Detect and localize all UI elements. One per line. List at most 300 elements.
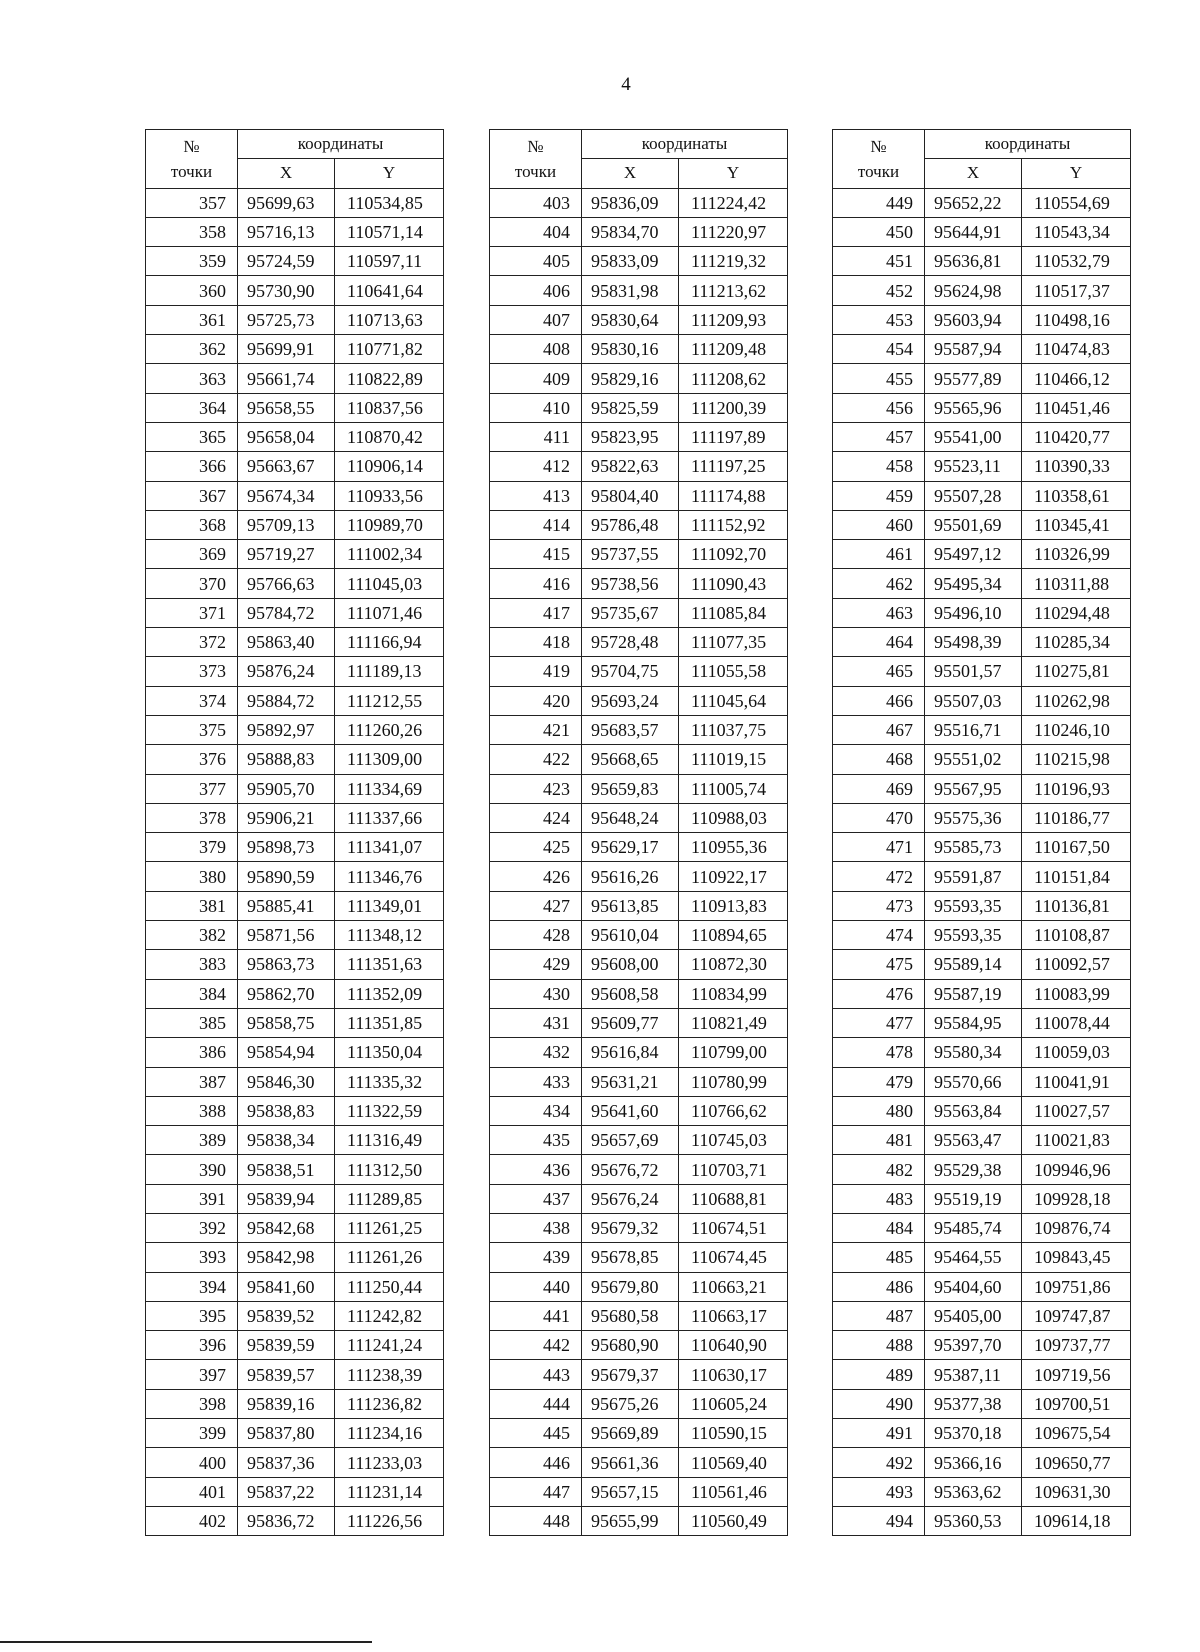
- point-number-cell: 425: [490, 833, 582, 862]
- point-number-cell: 493: [833, 1477, 925, 1506]
- y-coordinate-cell: 111085,84: [679, 598, 788, 627]
- table-row: [146, 452, 444, 481]
- y-coordinate-cell: 111045,64: [679, 686, 788, 715]
- y-coordinate-cell: 110630,17: [679, 1360, 788, 1389]
- table-row: [490, 715, 788, 744]
- x-coordinate-cell: 95563,84: [925, 1096, 1022, 1125]
- y-coordinate-cell: 111226,56: [335, 1506, 444, 1535]
- x-coordinate-cell: 95404,60: [925, 1272, 1022, 1301]
- point-number-cell: 395: [146, 1301, 238, 1330]
- point-number-cell: 490: [833, 1389, 925, 1418]
- x-coordinate-cell: 95585,73: [925, 833, 1022, 862]
- y-coordinate-cell: 110837,56: [335, 393, 444, 422]
- x-coordinate-cell: 95616,84: [582, 1038, 679, 1067]
- point-number-cell: 408: [490, 335, 582, 364]
- y-coordinate-cell: 110078,44: [1022, 1008, 1131, 1037]
- x-coordinate-cell: 95825,59: [582, 393, 679, 422]
- x-coordinate-cell: 95591,87: [925, 862, 1022, 891]
- point-number-cell: 419: [490, 657, 582, 686]
- y-coordinate-cell: 111341,07: [335, 833, 444, 862]
- y-coordinate-cell: 110532,79: [1022, 247, 1131, 276]
- point-number-cell: 453: [833, 305, 925, 334]
- table-row: [833, 364, 1131, 393]
- point-number-cell: 386: [146, 1038, 238, 1067]
- y-coordinate-cell: 111189,13: [335, 657, 444, 686]
- x-coordinate-cell: 95593,35: [925, 921, 1022, 950]
- y-coordinate-cell: 110703,71: [679, 1155, 788, 1184]
- point-number-cell: 480: [833, 1096, 925, 1125]
- point-number-cell: 457: [833, 422, 925, 451]
- y-coordinate-cell: 109928,18: [1022, 1184, 1131, 1213]
- table-row: [490, 452, 788, 481]
- y-coordinate-cell: 109719,56: [1022, 1360, 1131, 1389]
- table-row: [833, 979, 1131, 1008]
- x-coordinate-cell: 95507,28: [925, 481, 1022, 510]
- table-row: [833, 628, 1131, 657]
- point-number-cell: 447: [490, 1477, 582, 1506]
- point-number-cell: 421: [490, 715, 582, 744]
- y-coordinate-cell: 111260,26: [335, 715, 444, 744]
- point-number-cell: 413: [490, 481, 582, 510]
- y-coordinate-cell: 110466,12: [1022, 364, 1131, 393]
- table-row: [833, 1096, 1131, 1125]
- table-row: [833, 540, 1131, 569]
- y-coordinate-cell: 110543,34: [1022, 217, 1131, 246]
- y-coordinate-cell: 111037,75: [679, 715, 788, 744]
- y-coordinate-cell: 110988,03: [679, 803, 788, 832]
- point-number-cell: 371: [146, 598, 238, 627]
- x-coordinate-cell: 95683,57: [582, 715, 679, 744]
- point-number-cell: 399: [146, 1419, 238, 1448]
- x-coordinate-cell: 95839,57: [238, 1360, 335, 1389]
- point-number-cell: 366: [146, 452, 238, 481]
- coordinates-header: координаты: [925, 130, 1131, 159]
- x-coordinate-cell: 95644,91: [925, 217, 1022, 246]
- x-coordinate-cell: 95659,83: [582, 774, 679, 803]
- point-number-cell: 467: [833, 715, 925, 744]
- point-number-cell: 402: [146, 1506, 238, 1535]
- point-number-cell: 392: [146, 1213, 238, 1242]
- point-number-cell: 375: [146, 715, 238, 744]
- point-number-cell: 477: [833, 1008, 925, 1037]
- point-number-cell: 445: [490, 1419, 582, 1448]
- y-coordinate-cell: 110498,16: [1022, 305, 1131, 334]
- table-row: [833, 1243, 1131, 1272]
- x-coordinate-cell: 95464,55: [925, 1243, 1022, 1272]
- point-number-cell: 403: [490, 188, 582, 217]
- table-row: [490, 1184, 788, 1213]
- x-coordinate-cell: 95674,34: [238, 481, 335, 510]
- y-coordinate-cell: 111337,66: [335, 803, 444, 832]
- table-row: [146, 540, 444, 569]
- y-coordinate-cell: 111261,25: [335, 1213, 444, 1242]
- table-row: [833, 598, 1131, 627]
- point-number-cell: 361: [146, 305, 238, 334]
- x-coordinate-cell: 95786,48: [582, 510, 679, 539]
- x-coordinate-cell: 95551,02: [925, 745, 1022, 774]
- x-coordinate-cell: 95589,14: [925, 950, 1022, 979]
- y-coordinate-cell: 111352,09: [335, 979, 444, 1008]
- point-number-cell: 397: [146, 1360, 238, 1389]
- x-coordinate-cell: 95501,57: [925, 657, 1022, 686]
- point-number-cell: 379: [146, 833, 238, 862]
- point-number-header: [833, 130, 925, 189]
- point-number-cell: 406: [490, 276, 582, 305]
- y-coordinate-cell: 111152,92: [679, 510, 788, 539]
- table-row: [490, 1506, 788, 1535]
- y-coordinate-cell: 111092,70: [679, 540, 788, 569]
- y-coordinate-cell: 111350,04: [335, 1038, 444, 1067]
- table-row: [146, 188, 444, 217]
- point-number-cell: 394: [146, 1272, 238, 1301]
- table-row: [833, 569, 1131, 598]
- table-row: [490, 364, 788, 393]
- point-number-cell: 385: [146, 1008, 238, 1037]
- table-row: [490, 1301, 788, 1330]
- table-row: [490, 1126, 788, 1155]
- table-row: [490, 1067, 788, 1096]
- table-row: [833, 657, 1131, 686]
- x-coordinate-cell: 95766,63: [238, 569, 335, 598]
- table-row: [490, 1213, 788, 1242]
- x-coordinate-cell: 95823,95: [582, 422, 679, 451]
- y-coordinate-cell: 111045,03: [335, 569, 444, 598]
- y-coordinate-cell: 111077,35: [679, 628, 788, 657]
- y-coordinate-cell: 110894,65: [679, 921, 788, 950]
- x-coordinate-cell: 95658,55: [238, 393, 335, 422]
- x-coordinate-cell: 95678,85: [582, 1243, 679, 1272]
- y-header: Y: [679, 159, 788, 188]
- x-coordinate-cell: 95387,11: [925, 1360, 1022, 1389]
- x-coordinate-cell: 95370,18: [925, 1419, 1022, 1448]
- y-coordinate-cell: 110345,41: [1022, 510, 1131, 539]
- point-number-cell: 376: [146, 745, 238, 774]
- point-number-cell: 476: [833, 979, 925, 1008]
- x-coordinate-cell: 95839,16: [238, 1389, 335, 1418]
- y-coordinate-cell: 110766,62: [679, 1096, 788, 1125]
- table-row: [490, 247, 788, 276]
- point-number-cell: 414: [490, 510, 582, 539]
- y-coordinate-cell: 109946,96: [1022, 1155, 1131, 1184]
- y-coordinate-cell: 110108,87: [1022, 921, 1131, 950]
- x-coordinate-cell: 95863,73: [238, 950, 335, 979]
- y-coordinate-cell: 111174,88: [679, 481, 788, 510]
- x-coordinate-cell: 95725,73: [238, 305, 335, 334]
- coordinates-table-1: [145, 129, 444, 1536]
- point-number-cell: 388: [146, 1096, 238, 1125]
- x-coordinate-cell: 95839,94: [238, 1184, 335, 1213]
- x-coordinate-cell: 95804,40: [582, 481, 679, 510]
- table-row: [146, 715, 444, 744]
- table-row: [146, 1126, 444, 1155]
- y-coordinate-cell: 111250,44: [335, 1272, 444, 1301]
- x-coordinate-cell: 95890,59: [238, 862, 335, 891]
- x-coordinate-cell: 95838,83: [238, 1096, 335, 1125]
- y-coordinate-cell: 110041,91: [1022, 1067, 1131, 1096]
- table-row: [146, 774, 444, 803]
- point-number-cell: 439: [490, 1243, 582, 1272]
- y-coordinate-cell: 110569,40: [679, 1448, 788, 1477]
- table-row: [833, 1389, 1131, 1418]
- point-number-cell: 393: [146, 1243, 238, 1272]
- point-number-header: [490, 130, 582, 189]
- x-coordinate-cell: 95842,98: [238, 1243, 335, 1272]
- point-number-cell: 426: [490, 862, 582, 891]
- point-number-cell: 372: [146, 628, 238, 657]
- point-number-cell: 450: [833, 217, 925, 246]
- table-row: [833, 950, 1131, 979]
- y-coordinate-cell: 111231,14: [335, 1477, 444, 1506]
- point-number-cell: 482: [833, 1155, 925, 1184]
- table-row: [146, 247, 444, 276]
- point-number-cell: 382: [146, 921, 238, 950]
- x-coordinate-cell: 95862,70: [238, 979, 335, 1008]
- x-coordinate-cell: 95716,13: [238, 217, 335, 246]
- table-row: [146, 1301, 444, 1330]
- table-row: [833, 393, 1131, 422]
- point-number-cell: 458: [833, 452, 925, 481]
- table-row: [833, 1038, 1131, 1067]
- table-row: [146, 1389, 444, 1418]
- point-number-cell: 404: [490, 217, 582, 246]
- x-coordinate-cell: 95498,39: [925, 628, 1022, 657]
- x-coordinate-cell: 95577,89: [925, 364, 1022, 393]
- y-coordinate-cell: 111213,62: [679, 276, 788, 305]
- point-number-cell: 357: [146, 188, 238, 217]
- y-coordinate-cell: 110285,34: [1022, 628, 1131, 657]
- coordinates-header: координаты: [582, 130, 788, 159]
- table-row: [833, 1301, 1131, 1330]
- x-coordinate-cell: 95693,24: [582, 686, 679, 715]
- y-coordinate-cell: 110186,77: [1022, 803, 1131, 832]
- point-number-cell: 462: [833, 569, 925, 598]
- point-number-cell: 448: [490, 1506, 582, 1535]
- y-coordinate-cell: 111090,43: [679, 569, 788, 598]
- table-row: [490, 774, 788, 803]
- x-coordinate-cell: 95570,66: [925, 1067, 1022, 1096]
- x-coordinate-cell: 95652,22: [925, 188, 1022, 217]
- x-coordinate-cell: 95839,52: [238, 1301, 335, 1330]
- y-coordinate-cell: 110771,82: [335, 335, 444, 364]
- table-row: [490, 1272, 788, 1301]
- table-row: [833, 1184, 1131, 1213]
- point-number-cell: 390: [146, 1155, 238, 1184]
- x-coordinate-cell: 95830,64: [582, 305, 679, 334]
- x-coordinate-cell: 95829,16: [582, 364, 679, 393]
- x-coordinate-cell: 95587,19: [925, 979, 1022, 1008]
- x-coordinate-cell: 95584,95: [925, 1008, 1022, 1037]
- table-row: [146, 422, 444, 451]
- point-number-cell: 427: [490, 891, 582, 920]
- point-number-cell: 369: [146, 540, 238, 569]
- table-row: [490, 1243, 788, 1272]
- x-header: X: [925, 159, 1022, 188]
- point-number-cell: 417: [490, 598, 582, 627]
- x-coordinate-cell: 95565,96: [925, 393, 1022, 422]
- y-coordinate-cell: 110027,57: [1022, 1096, 1131, 1125]
- y-coordinate-cell: 110674,51: [679, 1213, 788, 1242]
- point-number-cell: 429: [490, 950, 582, 979]
- point-number-cell: 465: [833, 657, 925, 686]
- x-coordinate-cell: 95885,41: [238, 891, 335, 920]
- point-number-cell: 415: [490, 540, 582, 569]
- y-coordinate-cell: 110561,46: [679, 1477, 788, 1506]
- table-row: [490, 569, 788, 598]
- point-number-cell: 469: [833, 774, 925, 803]
- point-number-cell: 466: [833, 686, 925, 715]
- table-row: [833, 1448, 1131, 1477]
- y-coordinate-cell: 111197,89: [679, 422, 788, 451]
- table-row: [490, 393, 788, 422]
- y-coordinate-cell: 111351,85: [335, 1008, 444, 1037]
- point-number-cell: 430: [490, 979, 582, 1008]
- y-coordinate-cell: 110326,99: [1022, 540, 1131, 569]
- table-row: [833, 188, 1131, 217]
- coordinates-header: координаты: [238, 130, 444, 159]
- x-coordinate-cell: 95603,94: [925, 305, 1022, 334]
- table-row: [146, 1155, 444, 1184]
- table-row: [490, 979, 788, 1008]
- table-row: [833, 217, 1131, 246]
- y-coordinate-cell: 110474,83: [1022, 335, 1131, 364]
- table-row: [490, 1096, 788, 1125]
- x-coordinate-cell: 95516,71: [925, 715, 1022, 744]
- table-row: [490, 422, 788, 451]
- x-coordinate-cell: 95836,72: [238, 1506, 335, 1535]
- y-coordinate-cell: 111261,26: [335, 1243, 444, 1272]
- y-coordinate-cell: 109737,77: [1022, 1331, 1131, 1360]
- x-coordinate-cell: 95507,03: [925, 686, 1022, 715]
- y-coordinate-cell: 110713,63: [335, 305, 444, 334]
- y-coordinate-cell: 110021,83: [1022, 1126, 1131, 1155]
- y-coordinate-cell: 111238,39: [335, 1360, 444, 1389]
- x-coordinate-cell: 95863,40: [238, 628, 335, 657]
- table-row: [490, 628, 788, 657]
- point-number-cell: 483: [833, 1184, 925, 1213]
- point-number-cell: 367: [146, 481, 238, 510]
- table-row: [833, 335, 1131, 364]
- table-row: [490, 950, 788, 979]
- y-coordinate-cell: 110571,14: [335, 217, 444, 246]
- page-number: 4: [621, 74, 631, 95]
- x-coordinate-cell: 95738,56: [582, 569, 679, 598]
- x-coordinate-cell: 95709,13: [238, 510, 335, 539]
- x-coordinate-cell: 95846,30: [238, 1067, 335, 1096]
- x-coordinate-cell: 95892,97: [238, 715, 335, 744]
- table-row: [146, 862, 444, 891]
- table-row: [833, 1272, 1131, 1301]
- table-row: [833, 803, 1131, 832]
- y-coordinate-cell: 110906,14: [335, 452, 444, 481]
- y-coordinate-cell: 109631,30: [1022, 1477, 1131, 1506]
- table-row: [146, 1243, 444, 1272]
- y-coordinate-cell: 111212,55: [335, 686, 444, 715]
- x-coordinate-cell: 95680,90: [582, 1331, 679, 1360]
- y-coordinate-cell: 110872,30: [679, 950, 788, 979]
- point-number-cell: 401: [146, 1477, 238, 1506]
- table-row: [146, 1272, 444, 1301]
- point-number-cell: 384: [146, 979, 238, 1008]
- x-coordinate-cell: 95679,32: [582, 1213, 679, 1242]
- point-number-cell: 358: [146, 217, 238, 246]
- point-number-cell: 370: [146, 569, 238, 598]
- y-coordinate-cell: 111224,42: [679, 188, 788, 217]
- x-coordinate-cell: 95377,38: [925, 1389, 1022, 1418]
- table-row: [833, 774, 1131, 803]
- table-row: [146, 950, 444, 979]
- y-coordinate-cell: 110870,42: [335, 422, 444, 451]
- table-row: [146, 686, 444, 715]
- y-coordinate-cell: 110059,03: [1022, 1038, 1131, 1067]
- x-coordinate-cell: 95724,59: [238, 247, 335, 276]
- x-coordinate-cell: 95608,00: [582, 950, 679, 979]
- y-coordinate-cell: 110799,00: [679, 1038, 788, 1067]
- table-row: [146, 1477, 444, 1506]
- x-coordinate-cell: 95658,04: [238, 422, 335, 451]
- point-number-cell: 449: [833, 188, 925, 217]
- table-row: [833, 481, 1131, 510]
- table-row: [146, 745, 444, 774]
- table-row: [146, 833, 444, 862]
- table-row: [833, 921, 1131, 950]
- point-number-cell: 461: [833, 540, 925, 569]
- x-coordinate-cell: 95405,00: [925, 1301, 1022, 1330]
- x-coordinate-cell: 95648,24: [582, 803, 679, 832]
- table-row: [490, 891, 788, 920]
- y-coordinate-cell: 110560,49: [679, 1506, 788, 1535]
- y-coordinate-cell: 110215,98: [1022, 745, 1131, 774]
- table-row: [490, 833, 788, 862]
- point-number-cell: 485: [833, 1243, 925, 1272]
- y-coordinate-cell: 111166,94: [335, 628, 444, 657]
- x-coordinate-cell: 95898,73: [238, 833, 335, 862]
- point-number-cell: 475: [833, 950, 925, 979]
- x-coordinate-cell: 95661,36: [582, 1448, 679, 1477]
- x-coordinate-cell: 95675,26: [582, 1389, 679, 1418]
- table-row: [146, 569, 444, 598]
- point-number-cell: 446: [490, 1448, 582, 1477]
- table-row: [146, 628, 444, 657]
- x-coordinate-cell: 95830,16: [582, 335, 679, 364]
- table-row: [833, 1419, 1131, 1448]
- point-number-cell: 473: [833, 891, 925, 920]
- table-row: [490, 1419, 788, 1448]
- table-row: [146, 1213, 444, 1242]
- x-coordinate-cell: 95876,24: [238, 657, 335, 686]
- point-number-cell: 423: [490, 774, 582, 803]
- point-number-cell: 456: [833, 393, 925, 422]
- y-coordinate-cell: 110989,70: [335, 510, 444, 539]
- y-coordinate-cell: 110451,46: [1022, 393, 1131, 422]
- point-number-cell: 487: [833, 1301, 925, 1330]
- point-number-cell: 420: [490, 686, 582, 715]
- x-coordinate-cell: 95838,51: [238, 1155, 335, 1184]
- table-row: [146, 393, 444, 422]
- x-coordinate-cell: 95822,63: [582, 452, 679, 481]
- y-coordinate-cell: 110688,81: [679, 1184, 788, 1213]
- y-coordinate-cell: 110821,49: [679, 1008, 788, 1037]
- x-coordinate-cell: 95704,75: [582, 657, 679, 686]
- x-coordinate-cell: 95541,00: [925, 422, 1022, 451]
- point-number-cell: 463: [833, 598, 925, 627]
- number-sign: №: [870, 136, 887, 156]
- table-row: [833, 1008, 1131, 1037]
- y-coordinate-cell: 110311,88: [1022, 569, 1131, 598]
- point-number-cell: 365: [146, 422, 238, 451]
- point-number-cell: 435: [490, 1126, 582, 1155]
- x-coordinate-cell: 95624,98: [925, 276, 1022, 305]
- point-number-cell: 428: [490, 921, 582, 950]
